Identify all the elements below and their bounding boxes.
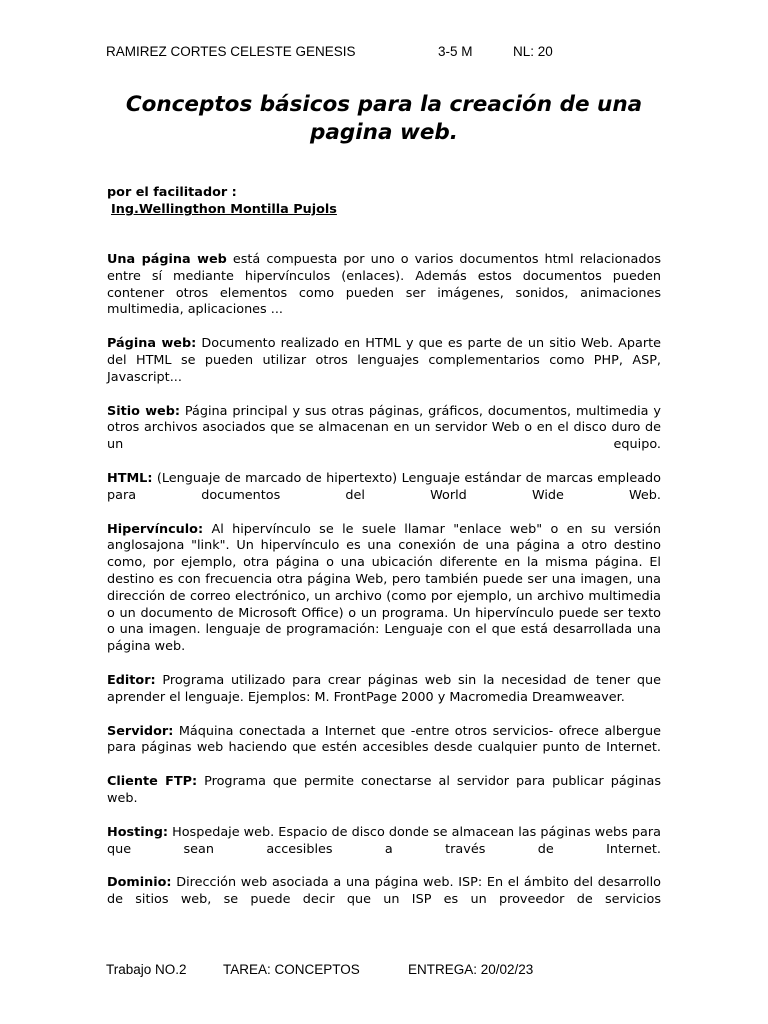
paragraph-pagina-web: [107, 336, 661, 386]
facilitator-label: por el facilitador :: [107, 185, 237, 200]
term: Sitio web:: [107, 403, 180, 419]
term: Cliente FTP:: [107, 774, 198, 790]
definition: Dirección web asociada a una página web. ISP: En el ámbito del desarrollo de sitios web, se puede decir que un ISP es un proveedor de servicios: [107, 875, 661, 908]
list-number: NL: 20: [513, 44, 553, 59]
definition: Máquina conectada a Internet que -entre otros servicios- ofrece albergue para páginas web haciendo que estén accesibles desde cualquier punto de Internet.: [107, 723, 661, 756]
definition: Hospedaje web. Espacio de disco donde se almacean las páginas webs para que sean accesibles a través de Internet.: [107, 824, 661, 857]
term: Una página web: [107, 252, 227, 267]
paragraph-sitio-web: [107, 404, 661, 454]
term: HTML:: [107, 470, 153, 486]
due-date: ENTREGA: 20/02/23: [408, 962, 534, 977]
paragraph-hipervinculo: [107, 522, 661, 656]
definition: Página principal y sus otras páginas, gráficos, documentos, multimedia y otros archivos asociados que se almacenan en un servidor Web o en el disco duro de un equipo.: [107, 403, 661, 453]
definition: Programa que permite conectarse al servidor para publicar páginas web.: [107, 774, 661, 806]
paragraph-pagina-web-intro: [107, 252, 661, 319]
student-name: RAMIREZ CORTES CELESTE GENESIS: [106, 44, 356, 59]
paragraph-servidor: [107, 724, 661, 758]
paragraph-hosting: [107, 825, 661, 859]
paragraph-editor: [107, 673, 661, 707]
paragraph-html: [107, 471, 661, 505]
student-group: 3-5 M: [438, 44, 473, 59]
term: Hosting:: [107, 824, 169, 840]
page-header: [106, 44, 666, 64]
term: Dominio:: [107, 875, 172, 891]
document-body: [107, 252, 661, 926]
definition: Documento realizado en HTML y que es parte de un sitio Web. Aparte del HTML se pueden utilizar otros lenguajes complementarios como PHP, ASP, Javascript...: [107, 336, 661, 385]
facilitator-name: Ing.Wellingthon Montilla Pujols: [111, 202, 337, 217]
paragraph-cliente-ftp: [107, 774, 661, 808]
term: Página web:: [107, 336, 197, 352]
definition: (Lenguaje de marcado de hipertexto) Lenguaje estándar de marcas empleado para documentos del World Wide Web.: [107, 470, 661, 503]
term: Editor:: [107, 672, 156, 688]
definition: Al hipervínculo se le suele llamar "enlace web" o en su versión anglosajona "link". Un hipervínculo es una conexión de una página a otro destino como, por ejemplo, otra página o una ubicación diferente en la misma página. El destino es con frecuencia otra página Web, pero también puede ser una imagen, una dirección de correo electrónico, un archivo (como por ejemplo, un archivo multimedia o un documento de Microsoft Office) o un programa. Un hipervínculo puede ser texto o una imagen. lenguaje de programación: Lenguaje con el que está desarrollada una página web.: [107, 521, 661, 655]
facilitator-block: [107, 184, 337, 218]
work-number: Trabajo NO.2: [106, 962, 187, 977]
page-footer: [106, 962, 666, 982]
term: Servidor:: [107, 723, 174, 739]
task-name: TAREA: CONCEPTOS: [223, 962, 360, 977]
definition: está compuesta por uno o varios documentos html relacionados entre sí mediante hipervínculos (enlaces). Además estos documentos pueden contener otros elementos como pueden ser imágenes, sonidos, animaciones multimedia, aplicaciones ...: [107, 252, 662, 318]
document-title: Conceptos básicos para la creación de una pagina web.: [125, 92, 643, 145]
term: Hipervínculo:: [107, 521, 204, 537]
definition: Programa utilizado para crear páginas web sin la necesidad de tener que aprender el lenguaje. Ejemplos: M. FrontPage 2000 y Macromedia Dreamweaver.: [107, 672, 661, 705]
paragraph-dominio: [107, 875, 661, 909]
